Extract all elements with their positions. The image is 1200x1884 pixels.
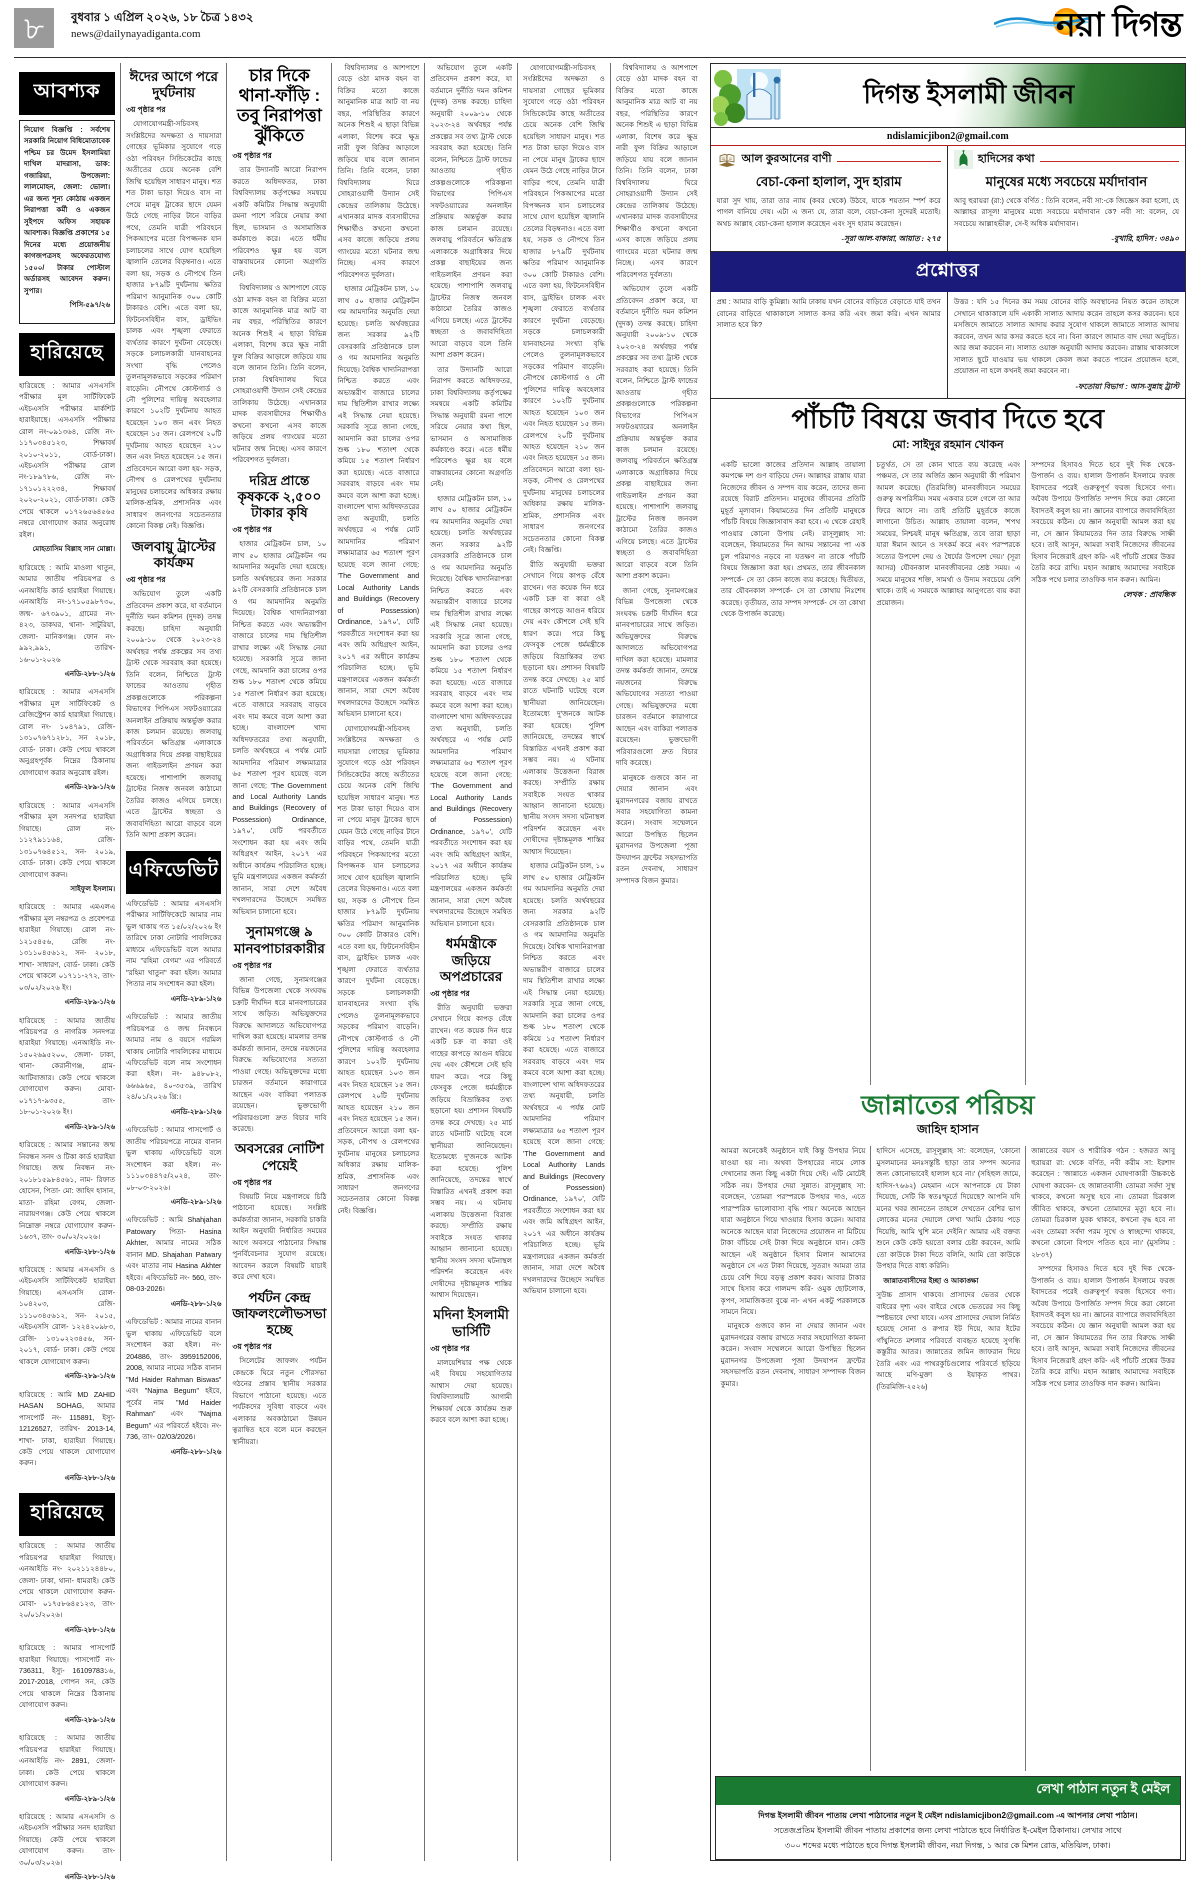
column-6 [517,63,610,1861]
qa-question-column [711,292,948,398]
headline-tourism[interactable]: পর্যটন কেন্দ্র জাফলংলৌভসভা হচ্ছে [232,1289,327,1338]
masthead [14,8,1186,54]
page-grid [14,63,1186,1882]
classified-entry [19,1390,115,1485]
page-number: ৮ [14,8,54,48]
classified-entry [19,687,115,793]
story-paragraph: রীতি অনুযায়ী ভক্তরা সেখানে গিয়ে কাপড় বেঁধে রাখেন। গত কয়েক দিন ধরে একটি চক্র বা কারা ওই গাছের কাপড়ে আগুন ধরিয়ে দেয় এবং কৌশলে সেই ছবি ধারণ করে। পরে কিছু ফেসবুক পেজে ধর্মমন্ত্রীকে জড়িয়ে বিভ্রান্তিকর তথ্য ছড়ানো হয়। প্রশাসন বিষয়টি তদন্ত করে দেখছে। ২৫ মার্চ রাতে ঘটনাটি ঘটেছে বলে স্থানীয়রা জানিয়েছেন। ইতোমধ্যে দু'জনকে আটক করা হয়েছে। পুলিশ জানিয়েছে, তদন্তের স্বার্থে বিস্তারিত এখনই প্রকাশ করা সম্ভব নয়। এ ঘটনায় এলাকায় উত্তেজনা বিরাজ করছে। সম্প্রীতি রক্ষায় সবাইকে সংযত থাকার আহ্বান জানানো হয়েছে। স্থানীয় সংসদ সদস্য ঘটনাস্থল পরিদর্শন করেছেন এবং দোষীদের দৃষ্টান্তমূলক শাস্তির আশ্বাস দিয়েছেন। [430,1003,513,1299]
newsroom-email: news@dailynayadiganta.com [71,27,201,40]
story-paragraph: বিষয়টি নিয়ে মন্ত্রণালয়ে চিঠি পাঠানো হয়েছে। সংশ্লিষ্ট কর্মকর্তারা জানান, সরকারি চাকরি আইন অনুযায়ী নির্ধারিত সময়ের আগে অবসরে পাঠানোর সিদ্ধান্ত পুনর্বিবেচনার সুযোগ রয়েছে। আবেদন করলে বিষয়টি যাচাই করে দেখা হবে। [232,1192,327,1282]
quran-book-icon [717,152,737,168]
hadith-section [948,146,1185,251]
headline-madina-varsity[interactable]: মদিনা ইসলামী ভার্সিটি [433,1307,509,1339]
section-header-required: আবশ্যক [19,72,115,115]
ad-reference: এনডি-২৮৯-১/২৬ [64,1123,116,1131]
quran-section [711,146,948,251]
classified-entry [19,902,115,1008]
required-ads-box [19,120,115,324]
jannat-column-1 [716,1146,871,1771]
jump-line: ৩য় পৃষ্ঠার পর [126,105,166,115]
ad-text: হারিয়েছে : আমার এসএসসি পরীক্ষার মূল সার্টিফিকেট ও রেজিস্ট্রেশন কার্ড হারাইয়া গিয়াছে। রোল নং- ১০৪৭৯১, রেজি- ১৩১০৭৬৭১২৮১, সন ২০১৮, বোর্ড- ঢাকা। কেউ পেয়ে থাকলে অনুগ্রহপূর্বক নিম্নের ঠিকানায় যোগাযোগ করার অনুরোধ রইল। [19,688,116,777]
jump-line: ৩য় পৃষ্ঠার পর [430,1343,470,1353]
jannat-paragraph: সম্পদের হিসাবও দিতে হবে দুই দিক থেকে- উপার্জন ও ব্যয়। হালাল উপার্জন ইসলামে ফরজ ইবাদতের পরেই গুরুত্বপূর্ণ ফরজ হিসেবে গণ্য। অবৈধ উপায়ে উপার্জিত সম্পদ দিয়ে করা কোনো ইবাদতই কবুল হয় না। জ্ঞানের ব্যাপারে জবাবদিহিতা সবচেয়ে কঠিন। যে জ্ঞান অনুযায়ী আমল করা হয় না, সে জ্ঞান কিয়ামতের দিন তার বিরুদ্ধে সাক্ষী হবে। তাই আসুন, আমরা সবাই নিজেদের জীবনের হিসাব নিজেরাই গ্রহণ করি- এই পাঁচটি প্রশ্নের উত্তর তৈরি করে রাখি। মহান আল্লাহ আমাদের সবাইকে সঠিক পথে চলার তাওফিক দান করুন। আমিন। [1031,1265,1176,1388]
islamic-banner [711,64,1185,128]
submission-footer [715,1776,1181,1860]
feature-paragraph: সম্পদের হিসাবও দিতে হবে দুই দিক থেকে- উপার্জন ও ব্যয়। হালাল উপার্জন ইসলামে ফরজ ইবাদতের পরেই গুরুত্বপূর্ণ ফরজ হিসেবে গণ্য। অবৈধ উপায়ে উপার্জিত সম্পদ দিয়ে করা কোনো ইবাদতই কবুল হয় না। জ্ঞানের ব্যাপারে জবাবদিহিতা সবচেয়ে কঠিন। যে জ্ঞান অনুযায়ী আমল করা হয় না, সে জ্ঞান কিয়ামতের দিন তার বিরুদ্ধে সাক্ষী হবে। তাই আসুন, আমরা সবাই নিজেদের জীবনের হিসাব নিজেরাই গ্রহণ করি- এই পাঁচটি প্রশ্নের উত্তর তৈরি করে রাখি। মহান আল্লাহ আমাদের সবাইকে সঠিক পথে চলার তাওফিক দান করুন। আমিন। [1031,460,1176,584]
mosque-dome-icon [954,150,973,169]
footer-header: লেখা পাঠান নতুন ই মেইল [716,1777,1180,1805]
jannat-subhead: জান্নাতবাসীদের ইচ্ছা ও আকাঙ্ক্ষা [883,1276,979,1285]
ad-text: এফিডেভিট : আমার নামের বানান ভুল থাকায় এফিডেভিট বলে সংশোধন করা হইল। নং- 204886, তাং- 3959152006, 2008, আমার নামের সঠিক বানান "Md Haider Rahman Biswas" এবং "Najma Begum" হইবে, পূর্বের নাম "Md Haider Rahman" এবং "Najma Begum" এর পরিবর্তে হইবে। নং- 736, তাং- 02/03/2026। [126,1318,222,1442]
feature-column-3 [1025,460,1180,1085]
ad-reference: এনডি-২৮৯-১/২৬ [64,1716,116,1724]
red-underline [837,161,941,162]
lost-ads-list-2 [19,1541,115,1883]
column-3 [226,63,331,1861]
qa-body [711,292,1185,399]
story-body-eid-accident [126,119,221,532]
jannat-headline[interactable]: জান্নাতের পরিচয় [861,1090,1035,1121]
story-body-madina-varsity [430,1358,512,1427]
hadith-paragraph: আবু হুরায়রা (রা:) থেকে বর্ণিত : তিনি বলেন, নবী সা:-কে জিজ্ঞেস করা হলো, হে আল্লাহর রাসূল! মানুষের মধ্যে সবচেয়ে মর্যাদাবান কে? নবী সা: বলেন, যে সবচেয়ে আল্লাহভীরু, সে-ই অধিক মর্যাদাবান। [953,197,1180,228]
jump-line: ৩য় পৃষ্ঠার পর [232,960,272,970]
story-paragraph: যোগাযোগমন্ত্রী-সচিবসহ সংশ্লিষ্টদের অদক্ষতা ও দায়সারা গোছের ভূমিকার সুযোগে গড়ে ওঠা পরিবহন সিন্ডিকেটের কাছে অতীতের চেয়ে অনেক বেশি জিম্মি হয়েছিল সাধারণ মানুষ। শত শত টাকা ভাড়া দিয়েও বাস না পেয়ে মানুষ ট্রাকের ছাদে যেমন উঠে গেছে নাড়ির টানে বাড়ির পথে, তেমনি যাত্রী পরিবহনে পিকআপের মতো বিপজ্জনক যান চলাচলের সাথে যোগ হয়েছিল জ্বালানি তেলের বিড়ম্বনাও। এতে বলা হয়, সড়ক ও নৌপথে তিন হাজার ৮৭৯টি দুর্ঘটনায় ক্ষতির পরিমাণ আনুমানিক ৩০০ কোটি টাকারও বেশি। এতে বলা হয়, ফিটনেসবিহীন বাস, ড্রাইভিং চালক এবং শৃঙ্খলা ফেরাতে ব্যর্থতার কারণে দুর্ঘটনা বেড়েছে। সড়কে চলাচলকারী যানবাহনের সংখ্যা বৃদ্ধি পেলেও তুলনামূলকভাবে সড়কের পরিমাণ বাড়েনি। নৌপথে কোস্টগার্ড ও নৌ পুলিশের দায়িত্ব অবহেলার কারণে ১০২টি দুর্ঘটনায় আহত হয়েছেন ১০৩ জন এবং নিহত হয়েছেন ১৫ জন। রেলপথে ২০টি দুর্ঘটনায় আহত হয়েছেন ২১০ জন এবং নিহত হয়েছেন ১৫ জন। প্রতিবেদনে আরো বলা হয়- সড়ক, নৌপথ ও রেলপথের দুর্ঘটনায় মানুষের চলাচলের অধিকার রক্ষায় মালিক-শ্রমিক, প্রশাসনিক এবং সাধারণ জনগণের সচেতনতার কোনো বিকল্প নেই। বিজ্ঞপ্তি। [523,64,605,555]
ad-reference: এনডি-২৮৯-১/২৬ [64,999,116,1007]
ad-reference: সাইফুল ইসলাম। [70,885,116,893]
ad-reference: এনডি-২৮৯-১/২৬ [64,1795,116,1803]
classified-entry [19,1812,115,1884]
story-paragraph: মালয়েশিয়ার পক্ষ থেকে এই বিষয়ে সহযোগিতার আশ্বাস দেয়া হয়েছে। বিশ্ববিদ্যালয়টি আগামী শিক্ষাবর্ষ থেকে কার্যক্রম শুরু করবে বলে আশা করা হচ্ছে। [430,1358,513,1425]
footer-line-3: ৩০০ শব্দের মধ্যে পাঠাতে হবে দিগন্ত ইসলামী জীবন, নয়া দিগন্ত, ১ আর কে মিশন রোড, মতিঝিল, ঢাকা। [785,1841,1111,1851]
jannat-column-3 [1025,1146,1180,1771]
islamic-panel-box [710,63,1186,1861]
qa-answer: উত্তর : যদি ১৫ দিনের কম সময় বোনের বাড়ি অবস্থানের নিয়ত করেন তাহলে সেখানে থাকাকালে যদি একাকী সালাত আদায় করেন তাহলে কসর করবেন। হবে মসজিদে জামাতে সালাত আদায় করার সুযোগ থাকলে জামাতে সালাত আদায় করবেন, তখন আর কসর করতে হবে না। বিনা কারণে জামাত বাদ দেয়া অনুচিত। আর জমা করবেন না। সালাত ওয়াক্ত অনুযায়ী আদায় করবেন। রাস্তায় থাকাকালে সালাত ছুটে যাওয়ার ভয় থাকলে কেবল জমা করতে পারেন প্রয়োজন হলে, প্রয়োজন না হলে কখনই জমা করবেন না। [953,298,1180,376]
story-body-poor-farmer [232,539,326,918]
ad-text: হারিয়েছে : আমার এসএসসি ও এইচএসসি পরীক্ষার সনদ হারাইয়া গিয়াছে। কেউ পেয়ে থাকলে যোগাযোগ করুন। তাং- ৩০/০৩/২০২৬। [19,1813,116,1867]
quran-verse-title: বেচা-কেনা হালাল, সুদ হারাম [755,174,902,189]
jannat-paragraph: আমরা অনেকেই অনুষ্ঠানে যাই কিন্তু উপহার নিয়ে যাওয়া হয় না। অথবা উপহারের নামে লোক দেখানোর জন্য কিছু একটা দিয়ে দেই। এটি মোটেই সঠিক নয়। উপহার দেয়া সুন্নাত। রাসূলুল্লাহ সা: বলেছেন, 'তোমরা পরস্পরকে উপহার দাও, এতে পারস্পরিক ভালোবাসা বৃদ্ধি পায়।' অনেকে আছেন যারা অনুষ্ঠানে গিয়ে খাওয়ার হিসাব করেন। আবার অনেকে আছেন যারা নিজেদের প্রয়োজন না মিটিয়ে টাকা বাঁচিয়ে সেই টাকা দিয়ে অনুষ্ঠানে যান। কেউ আছেন এই অনুষ্ঠানে হিসাব মিলান আমাদের অনুষ্ঠানে সে এত টাকা দিয়েছে, সুতরাং আমরা তার চেয়ে বেশি দিয়ে বড়ত্ব প্রকাশ করব। আবার টাকার সাথে হিসাব করে গালমন্দ করি- ওমুক ছোটলোক, কৃপণ, সামাজিকতা বুঝে না- এখন একটু পরকালকে সামনে নিয়ে। [720,1147,866,1316]
feature-paragraph: চতুর্থত, সে তা কোন খাতে ব্যয় করেছে এবং পঞ্চমত, সে তার অর্জিত জ্ঞান অনুযায়ী কী পরিমাণ আমল করেছে। (তিরমিজি) মানবজীবনে সময়ের গুরুত্ব অপরিসীম। সময় একবার চলে গেলে তা আর ফিরে আসে না। তাই প্রতিটি মুহূর্তকে কাজে লাগানো উচিত। আল্লাহ তায়ালা বলেন, 'শপথ সময়ের, নিশ্চয়ই মানুষ ক্ষতিগ্রস্ত, তবে তারা ছাড়া যারা ঈমান আনে ও সৎকর্ম করে এবং পরস্পরকে সত্যের উপদেশ দেয় ও ধৈর্যের উপদেশ দেয়।' (সূরা আসর) যৌবনকাল মানবজীবনের শ্রেষ্ঠ সময়। এ সময়ে মানুষের শক্তি, সামর্থ্য ও উদ্যম সবচেয়ে বেশি থাকে। তাই এ সময়কে আল্লাহর আনুগত্যে ব্যয় করা প্রয়োজন। [876,460,1021,607]
headline-climate-trust[interactable]: জলবায়ু ট্রাস্টের কার্যক্রম [131,538,216,570]
quran-verse-text [717,196,941,230]
jannat-byline: জাহিদ হাসান [916,1122,979,1137]
ad-reference: মোহতাসিম বিল্লাহ সান মোল্লা। [32,546,116,554]
classified-entry [19,1016,115,1134]
classified-entry [126,1125,221,1208]
quran-source: -সূরা আল-বাকারা, আয়াত : ২৭৫ [841,234,941,244]
ad-reference: পিসি-৫৯৭/২৬ [69,302,111,310]
story-paragraph: হাজার মেট্রিকটন চাল, ১০ লাখ ৫০ হাজার মেট্রিকটন গম আমদানির অনুমতি দেয়া হয়েছে। চলতি অর্থবছরের জন্য সরকার ৯২টি বেসরকারি প্রতিষ্ঠানকে চাল ও গম আমদানির অনুমতি দিয়েছে। বৈশ্বিক খাদ্যনিরাপত্তা নিশ্চিত করতে এবং অভ্যন্তরীণ বাজারে চালের দাম স্থিতিশীল রাখার লক্ষ্যে এই সিদ্ধান্ত নেয়া হয়েছে। সরকারি সূত্রে জানা গেছে, আমদানি করা চালের ওপর শুল্ক ১৮০ শতাংশ থেকে কমিয়ে ১৫ শতাংশ নির্ধারণ করা হয়েছে। এতে বাজারে সরবরাহ বাড়বে এবং দাম কমবে বলে আশা করা হচ্ছে। বাংলাদেশ খাদ্য অধিদফতরের তথ্য অনুযায়ী, চলতি অর্থবছরে এ পর্যন্ত মোট আমদানির পরিমাণ লক্ষ্যমাত্রার ৬৫ শতাংশ পূরণ হয়েছে বলে জানা গেছে: 'The Government and Local Authority Lands and Buildings (Recovery of Possession) Ordinance, ১৯৭০', যেটি পরবর্তীতে সংশোধন করা হয় এবং জমি অধিগ্রহণ আইন, ২০১৭ এর অধীনে কার্যক্রম পরিচালিত হচ্ছে। ভূমি মন্ত্রণালয়ের একজন কর্মকর্তা জানান, সারা দেশে অবৈধ দখলদারদের উচ্ছেদে সমন্বিত অভিযান চালানো হবে। [232,540,327,916]
mosque-icon [713,65,805,127]
story-continuation-mixed [430,63,512,930]
story-paragraph: জানা গেছে, সুনামগঞ্জের বিভিন্ন উপজেলা থেকে সংঘবদ্ধ চক্রটি দীর্ঘদিন ধরে মানবপাচারের সাথে জড়িত। অভিযুক্তদের বিরুদ্ধে আদালতে অভিযোগপত্র দাখিল করা হয়েছে। মামলার তদন্ত কর্মকর্তা জানান, তদন্তে নয়জনের বিরুদ্ধে অভিযোগের সত্যতা পাওয়া গেছে। অভিযুক্তদের মধ্যে চারজন বর্তমানে কারাগারে আছেন এবং বাকিরা পলাতক রয়েছেন। ভুক্তভোগী পরিবারগুলো দ্রুত বিচার দাবি করেছে। [615,586,698,768]
ad-text: হারিয়েছে : আমি MD ZAHID HASAN SOHAG, আমার পাসপোর্ট নং- 115891, ইস্যু- 12126527, তারিখ- 2013-14, শাখা- ঢাকা, হারাইয়া গিয়াছে। কেউ পেয়ে থাকলে যোগাযোগ করুন। [19,1390,116,1468]
masthead-date-block [71,8,253,43]
publication-date: বুধবার ১ এপ্রিল ২০২৬, ১৮ চৈত্র ১৪৩২ [71,12,254,24]
story-body-tourism [232,1356,326,1448]
column-4 [331,63,424,1861]
logo-text: নয়া দিগন্ত [1055,6,1182,43]
ad-text: হারিয়েছে : আমার জাতীয় পরিচয়পত্র হারাইয়া গিয়াছে। এনআইডি নং- ২০২১১২৪৪৮০, জেলা- ঢাকা, থানা- ধামরাই। কেউ পেয়ে থাকলে যোগাযোগ করুন- মোবা- ০১৭৫৮৬৪৫১২৩, তাং- ২০/০১/২০২৬। [19,1542,116,1620]
feature-byline: মো: সাইদুর রহমান খোকন [892,438,1004,451]
story-continuation-7 [616,63,698,887]
classified-entry [19,801,115,896]
feature-columns [711,460,1185,1085]
story-paragraph: বিশ্ববিদ্যালয় ও আশপাশে বেড়ে ওঠা মাদক বহন বা বিক্রির মতো কাজে আনুমানিক মাত্র আট বা নয় বছর, পরিস্থিতির কারণে অনেক শিশুই এ ছাড়া বিভিন্ন এলাকা, বিশেষ করে ক্ষুদ্র নারী ফুল বিক্রির আড়ালে জড়িয়ে যায় বলে জানান তিনি। তিনি বলেন, ঢাকা বিশ্ববিদ্যালয় ঘিরে সোহরাওয়ার্দী উদ্যান সেই কেন্দ্রের তালিকায় উঠেছে। এখানকার মাদক ব্যবসায়ীদের শিক্ষার্থীও কখনো কখনো এসব কাজে জড়িয়ে প্রলয় গ্যাংয়ের মতো ঘটনার জন্ম নিচ্ছে। এসব কারণে পরিবেশগত দুর্বলতা। [337,64,420,279]
verse-paragraph: যারা সুদ খায়, তারা তার ন্যায় (কবর থেকে) উঠবে, যাকে শয়তান স্পর্শ করে পাগল বানিয়ে দেয়। এটা এ জন্য যে, তারা বলে, বেচা-কেনা সুদেরই মতোই। অথচ আল্লাহ বেচা-কেনা হালাল করেছেন এবং সুদ হারাম করেছেন। [716,197,941,228]
headline-human-trafficking[interactable]: সুনামগঞ্জে ৯ মানবপাচারকারীর [234,924,325,956]
qa-question: প্রশ্ন : আমার বাড়ি কুমিল্লা। আমি ঢাকায় যখন বোনের বাড়িতে বেড়াতে যাই তখন বোনের বাড়িতে থাকাকালে সালাত কসর করি এবং জমা করি। এখন আমার সালাত হবে কি? [716,298,941,330]
story-paragraph: তার উদ্যানটি আরো নিরাপদ করতে অধিদফতর, ঢাকা বিশ্ববিদ্যালয় কর্তৃপক্ষের সমন্বয়ে একটি কমিটির সিদ্ধান্ত অনুযায়ী রমনা পাশে সরিয়ে নেয়ার কথা ছিল, ভাসমান ও অসামাজিক কর্মকাণ্ডে করে। এতে ধর্মীয় পরিবেশও ক্ষুণ্ণ হয় বলে বাস্তবায়নের কোনো অগ্রগতি নেই। [232,166,327,278]
section-header-lost-2: হারিয়েছে [19,1493,115,1536]
ad-reference: এনডি-২৮৮-১/২৬ [170,1448,222,1456]
ad-text: এফিডেভিট : আমার জাতীয় পরিচয়পত্র ও জন্ম নিবন্ধনে আমার নাম ও বয়সে গরমিল থাকায় নোটারি পাবলিকের মাধ্যমে এফিডেভিট বলে নাম সংশোধন করা হইল। নং- ৯৪৮০৮২, ৬৬৬৯৬৫, ৪০-৩৫৩৯, তারিখ ২৪/০১/২০২৬ খ্রি:। [126,1013,222,1102]
jannat-paragraph: সুউচ্চ প্রাসাদ থাকবে। প্রাসাদের ভেতর থেকে বাইরের দৃশ্য এবং বাইরে থেকে ভেতরের সব কিছু স্পষ্টভাবে দেখা যাবে। এসব প্রাসাদের দেয়াল নির্মিত হয়েছে সোনা ও রুপার ইট দিয়ে, আর ইটের গাঁথুনিতে মশলার পরিবর্তে ব্যবহৃত হয়েছে সুগন্ধি কস্তুরীর আতর। জান্নাতের জমিন জাফরান দিয়ে তৈরি এবং এর পাথরকুচিগুলোর পরিবর্তে ছড়িয়ে আছে মণি-মুক্তা ও ইয়াকৃত পাথর। (তিরমিজি-২৫২৬) [876,1291,1021,1391]
ad-text: হারিয়েছে : আমার জাতীয় পরিচয়পত্র ও নাগরিক সনদপত্র হারাইয়া গিয়াছে। এনআইডি নং- ১৫০২৬৯৫২০০, জেলা- ঢাকা, থানা- কেরানীগঞ্জ, গ্রাম- আটিবাজার। কেউ পেয়ে থাকলে যোগাযোগ করুন। মোবা- ০১৭১৭-৯৩৫৫, তাং- ১৮-০১-২০২৬ ইং। [19,1016,116,1117]
ad-reference: এনডি-২৮৮-১/২৬ [64,1474,116,1482]
story-continuation-thana [337,63,419,1217]
story-paragraph: রীতি অনুযায়ী ভক্তরা সেখানে গিয়ে কাপড় বেঁধে রাখেন। গত কয়েক দিন ধরে একটি চক্র বা কারা ওই গাছের কাপড়ে আগুন ধরিয়ে দেয় এবং কৌশলে সেই ছবি ধারণ করে। পরে কিছু ফেসবুক পেজে ধর্মমন্ত্রীকে জড়িয়ে বিভ্রান্তিকর তথ্য ছড়ানো হয়। প্রশাসন বিষয়টি তদন্ত করে দেখছে। ২৫ মার্চ রাতে ঘটনাটি ঘটেছে বলে স্থানীয়রা জানিয়েছেন। ইতোমধ্যে দু'জনকে আটক করা হয়েছে। পুলিশ জানিয়েছে, তদন্তের স্বার্থে বিস্তারিত এখনই প্রকাশ করা সম্ভব নয়। এ ঘটনায় এলাকায় উত্তেজনা বিরাজ করছে। সম্প্রীতি রক্ষায় সবাইকে সংযত থাকার আহ্বান জানানো হয়েছে। স্থানীয় সংসদ সদস্য ঘটনাস্থল পরিদর্শন করেছেন এবং দোষীদের দৃষ্টান্তমূলক শাস্তির আশ্বাস দিয়েছেন। [523,560,605,856]
ad-text: নিয়োগ বিজ্ঞপ্তি : সর্বশেষ সরকারি নিয়োগ বিধিমোতাবেক পশ্চিম চর উমেদ ইসলামিয়া দাখিল মাদরাসা, ডাক: গজারিয়া, উপজেলা: লালমোহন, জেলা: ভোলা। এর জন্য শূন্য কোঠায় একজন নিরাপত্তা কর্মী ও একজন সুইপদে অফিস সহায়ক আবশ্যক। বিজ্ঞপ্তি প্রকাশের ১৫ দিনের মধ্যে প্রয়োজনীয় কাগজপত্রসহ অফেরতযোগ্য ১৫০০/ টাকার পোস্টাল অর্ডারসহ আবেদন করুন। সুপার। [24,126,111,295]
story-paragraph: বিশ্ববিদ্যালয় ও আশপাশে বেড়ে ওঠা মাদক বহন বা বিক্রির মতো কাজে আনুমানিক মাত্র আট বা নয় বছর, পরিস্থিতির কারণে অনেক শিশুই এ ছাড়া বিভিন্ন এলাকা, বিশেষ করে ক্ষুদ্র নারী ফুল বিক্রির আড়ালে জড়িয়ে যায় বলে জানান তিনি। তিনি বলেন, ঢাকা বিশ্ববিদ্যালয় ঘিরে সোহরাওয়ার্দী উদ্যান সেই কেন্দ্রের তালিকায় উঠেছে। এখানকার মাদক ব্যবসায়ীদের শিক্ষার্থীও কখনো কখনো এসব কাজে জড়িয়ে প্রলয় গ্যাংয়ের মতো ঘটনার জন্ম নিচ্ছে। এসব কারণে পরিবেশগত দুর্বলতা। [615,64,698,279]
story-paragraph: হাজার মেট্রিকটন চাল, ১০ লাখ ৫০ হাজার মেট্রিকটন গম আমদানির অনুমতি দেয়া হয়েছে। চলতি অর্থবছরের জন্য সরকার ৯২টি বেসরকারি প্রতিষ্ঠানকে চাল ও গম আমদানির অনুমতি দিয়েছে। বৈশ্বিক খাদ্যনিরাপত্তা নিশ্চিত করতে এবং অভ্যন্তরীণ বাজারে চালের দাম স্থিতিশীল রাখার লক্ষ্যে এই সিদ্ধান্ত নেয়া হয়েছে। সরকারি সূত্রে জানা গেছে, আমদানি করা চালের ওপর শুল্ক ১৮০ শতাংশ থেকে কমিয়ে ১৫ শতাংশ নির্ধারণ করা হয়েছে। এতে বাজারে সরবরাহ বাড়বে এবং দাম কমবে বলে আশা করা হচ্ছে। বাংলাদেশ খাদ্য অধিদফতরের তথ্য অনুযায়ী, চলতি অর্থবছরে এ পর্যন্ত মোট আমদানির পরিমাণ লক্ষ্যমাত্রার ৬৫ শতাংশ পূরণ হয়েছে বলে জানা গেছে: 'The Government and Local Authority Lands and Buildings (Recovery of Possession) Ordinance, ১৯৭০', যেটি পরবর্তীতে সংশোধন করা হয় এবং জমি অধিগ্রহণ আইন, ২০১৭ এর অধীনে কার্যক্রম পরিচালিত হচ্ছে। ভূমি মন্ত্রণালয়ের একজন কর্মকর্তা জানান, সারা দেশে অবৈধ দখলদারদের উচ্ছেদে সমন্বিত অভিযান চালানো হবে। [430,494,513,928]
jannat-paragraph: হাদিসে এসেছে, রাসূলুল্লাহ সা: বলেছেন, 'কোনো মুসলমানের মনঃসন্তুষ্টি ছাড়া তার সম্পদ অন্যের জন্য কোনোভাবেই হালাল হবে না।' (সহিহুল জামে, হাদিস-৭৬৬২) মেহমান এসে আপনাকে যে টাকা দিয়েছে, সেটি কি স্বতঃস্ফূর্তে দিয়েছে? আপনি যদি মনের খবর জানতেন তাহলে দেখতেন বেশির ভাগ লোকের মনের দেয়ালে লেখা 'আমি ঠেকায় পড়ে দিয়েছি, আমি খুশি মনে দেইনি।' আমার এই বক্তব্য শুনে কেউ কেউ হয়তো বলার চেষ্টা করবেন, আমি তো কাউকে টাকা দিতে বলিনি, আমি তো কাউকে উপহার দিতে বাধ্য করিনি। [876,1147,1021,1271]
headline-thana-fari[interactable]: চার দিকে থানা-ফাঁড়ি : তবু নিরাপত্তা ঝুঁকিতে [236,66,322,146]
story-continuation-6 [523,63,605,1298]
classified-entry [19,1733,115,1805]
section-header-affidavit: এফিডেভিট [126,851,221,894]
column-5 [424,63,517,1861]
column-2 [120,63,226,1861]
story-paragraph: অভিযোগ তুলে একটি প্রতিবেদন প্রকাশ করে, যা বর্তমানে দুর্নীতি দমন কমিশন (দুদক) তদন্ত করছে। চাহিদা অনুযায়ী ২০০৯-১০ থেকে ২০২৩-২৪ অর্থবছর পর্যন্ত প্রকল্পের সব তথ্য ট্রাস্ট থেকে সরবরাহ করা হয়েছে। তিনি বলেন, নিশ্চিতে ট্রাস্ট ফান্ডের আওতায় গৃহীত প্রকল্পগুলোকে পরিকল্পনা বিভাগের পিপিএস সফটওয়্যারের অনলাইন প্রক্রিয়ায় অন্তর্ভুক্ত করার কাজ চলমান রয়েছে। জলবায়ু পরিবর্তনে ক্ষতিগ্রস্ত এলাকাকে অগ্রাধিকার দিয়ে প্রকল্প বাছাইয়ের জন্য গাইডলাইন প্রণয়ন করা হয়েছে। পাশাপাশি জলবায়ু ট্রাস্টের নিজস্ব জনবল কাঠামো তৈরির কাজও এগিয়ে চলছে। এতে ট্রাস্টের স্বচ্ছতা ও জবাবদিহিতা আরো বাড়বে বলে তিনি আশা প্রকাশ করেন। [126,590,222,840]
story-body-climate-trust [126,589,221,842]
ad-reference: এনডি-২৮৯-১/২৬ [64,1373,116,1381]
hadith-section-header [954,150,1179,169]
jannat-paragraph: মানুষকে গুজবে কান না দেয়ার জানান এবং মুরাদনগরের বজায় রাখতে সবার সহযোগিতা কামনা করেন। সংবাদ সম্মেলনে আরো উপস্থিত ছিলেন মুরাদনগর উপজেলা পূজা উদযাপন ফ্রন্টের সহসভাপতি রতন দেবনাথ, সাধারণ সম্পাদক বিজন কুমার। [720,1322,866,1388]
ad-text: হারিয়েছে : আমার এসএসসি পরীক্ষার মূল সনদপত্র হারাইয়া গিয়াছে। রোল নং- ১১২৭৯১১৬৪, রেজি- ১৩১০৭৬৪৫১২, সন- ২০১৯, বোর্ড- ঢাকা। কেউ পেয়ে থাকলে যোগাযোগ করুন। [19,801,116,879]
ad-text: হারিয়েছে : আমার এসএসসি ও এইচএসসি সার্টিফিকেট হারাইয়া গিয়াছে। এসএসসি রোল- ১০৪২০৩, রেজি- ১১১০৩৪৫৬১২, সন- ২০১৫, এইচএসসি রোল- ১২২৪২০৯৮৩, রেজি- ১৩১০২২৩৪৫৬, সন- ২০১৭, বোর্ড- ঢাকা। কেউ পেয়ে থাকলে যোগাযোগ করুন। [19,1265,116,1366]
ad-reference: এনডি-২৮৮-১/২৬ [64,1626,116,1634]
story-paragraph: বিশ্ববিদ্যালয় ও আশপাশে বেড়ে ওঠা মাদক বহন বা বিক্রির মতো কাজে আনুমানিক মাত্র আট বা নয় বছর, পরিস্থিতির কারণে অনেক শিশুই এ ছাড়া বিভিন্ন এলাকা, বিশেষ করে ক্ষুদ্র নারী ফুল বিক্রির আড়ালে জড়িয়ে যায় বলে জানান তিনি। তিনি বলেন, ঢাকা বিশ্ববিদ্যালয় ঘিরে সোহরাওয়ার্দী উদ্যান সেই কেন্দ্রের তালিকায় উঠেছে। এখানকার মাদক ব্যবসায়ীদের শিক্ষার্থীও কখনো কখনো এসব কাজে জড়িয়ে প্রলয় গ্যাংয়ের মতো ঘটনার জন্ম নিচ্ছে। এসব কারণে পরিবেশগত দুর্বলতা। [232,284,327,465]
classified-entry [19,381,115,556]
ad-text: হারিয়েছে : আমার পাসপোর্ট হারাইয়া গিয়াছে। পাসপোর্ট নং- 736311, ইস্যু- 16109783১৬, 2017-2018, গোপন সন, কেউ পেয়ে থাকলে নিম্নের ঠিকানায় যোগাযোগ করুন। [19,1644,116,1710]
jump-line: ৩য় পৃষ্ঠার পর [126,575,166,585]
quran-section-header [717,150,941,169]
ad-reference: এনডি-২৮৮-১/২৬ [64,671,116,679]
ad-reference: এনডি-২৮৯-১/২৬ [170,1108,222,1116]
column-1 [14,63,120,1882]
qa-answer-column [948,292,1185,398]
ad-reference: এনডি-২৮৯-১/২৬ [170,995,222,1003]
ad-reference: এনডি-২৮৮-১/২৬ [170,1300,222,1308]
classified-entry [19,563,115,681]
story-paragraph: তার উদ্যানটি আরো নিরাপদ করতে অধিদফতর, ঢাকা বিশ্ববিদ্যালয় কর্তৃপক্ষের সমন্বয়ে একটি কমিটির সিদ্ধান্ত অনুযায়ী রমনা পাশে সরিয়ে নেয়ার কথা ছিল, ভাসমান ও অসামাজিক কর্মকাণ্ডে করে। এতে ধর্মীয় পরিবেশও ক্ষুণ্ণ হয় বলে বাস্তবায়নের কোনো অগ্রগতি নেই। [430,365,513,489]
ad-text: হারিয়েছে : আমার এমএলএ পরীক্ষার মূল নম্বরপত্র ও প্রবেশপত্র হারাইয়া গিয়াছে। রোল নং- ১২১৫৪৫৬, রেজি নং- ১৩১১০৪৫৬১২, সন- ২০১৮, শাখা- সাধারণ, বোর্ড- ঢাকা। কেউ পেয়ে থাকলে ০১৭১১-২৭২, তাং- ০৩/০২/২০২৬ ইং। [19,903,116,992]
classified-entry [126,1317,221,1458]
qa-source: -ফতোয়া বিভাগ : আস-সুন্নাহ ট্রাস্ট [1075,381,1180,391]
ad-reference: এনডি-২৮৮-১/২৬ [64,1874,116,1882]
feature-headline[interactable]: পাঁচটি বিষয়ে জবাব দিতে হবে [791,404,1105,435]
ad-reference: এনডি-২৮৮-১/২৬ [64,1248,116,1256]
jump-line: ৩য় পৃষ্ঠার পর [232,151,272,161]
footer-line-2: সতেজপ্রতিম ইসলামী জীবন পাতায় প্রকাশের জন্য লেখা পাঠাতে হবে নির্ধারিত ই-মেইল ঠিকানায়। লেখার সাথে [774,1826,1122,1836]
ad-text: হারিয়েছে : আমার জাতীয় পরিচয়পত্র হারাইয়া গিয়াছে। এনআইডি নং- 2891, জেলা- ঢাকা। কেউ পেয়ে থাকলে যোগাযোগ করুন। [19,1734,116,1789]
classified-entry [19,1140,115,1258]
headline-religion-minister[interactable]: ধর্মমন্ত্রীকে জড়িয়ে অপপ্রচারের [439,936,503,984]
story-body-human-trafficking [232,975,326,1136]
masthead-divider [14,57,1186,58]
jump-line: ৩য় পৃষ্ঠার পর [430,988,470,998]
column-7 [610,63,703,1861]
story-paragraph: হাজার মেট্রিকটন চাল, ১০ লাখ ৫০ হাজার মেট্রিকটন গম আমদানির অনুমতি দেয়া হয়েছে। চলতি অর্থবছরের জন্য সরকার ৯২টি বেসরকারি প্রতিষ্ঠানকে চাল ও গম আমদানির অনুমতি দিয়েছে। বৈশ্বিক খাদ্যনিরাপত্তা নিশ্চিত করতে এবং অভ্যন্তরীণ বাজারে চালের দাম স্থিতিশীল রাখার লক্ষ্যে এই সিদ্ধান্ত নেয়া হয়েছে। সরকারি সূত্রে জানা গেছে, আমদানি করা চালের ওপর শুল্ক ১৮০ শতাংশ থেকে কমিয়ে ১৫ শতাংশ নির্ধারণ করা হয়েছে। এতে বাজারে সরবরাহ বাড়বে এবং দাম কমবে বলে আশা করা হচ্ছে। বাংলাদেশ খাদ্য অধিদফতরের তথ্য অনুযায়ী, চলতি অর্থবছরে এ পর্যন্ত মোট আমদানির পরিমাণ লক্ষ্যমাত্রার ৬৫ শতাংশ পূরণ হয়েছে বলে জানা গেছে: 'The Government and Local Authority Lands and Buildings (Recovery of Possession) Ordinance, ১৯৭০', যেটি পরবর্তীতে সংশোধন করা হয় এবং জমি অধিগ্রহণ আইন, ২০১৭ এর অধীনে কার্যক্রম পরিচালিত হচ্ছে। ভূমি মন্ত্রণালয়ের একজন কর্মকর্তা জানান, সারা দেশে অবৈধ দখলদারদের উচ্ছেদে সমন্বিত অভিযান চালানো হবে। [523,862,605,1296]
quran-hadith-row [711,146,1185,252]
story-paragraph: যোগাযোগমন্ত্রী-সচিবসহ সংশ্লিষ্টদের অদক্ষতা ও দায়সারা গোছের ভূমিকার সুযোগে গড়ে ওঠা পরিবহন সিন্ডিকেটের কাছে অতীতের চেয়ে অনেক বেশি জিম্মি হয়েছিল সাধারণ মানুষ। শত শত টাকা ভাড়া দিয়েও বাস না পেয়ে মানুষ ট্রাকের ছাদে যেমন উঠে গেছে নাড়ির টানে বাড়ির পথে, তেমনি যাত্রী পরিবহনে পিকআপের মতো বিপজ্জনক যান চলাচলের সাথে যোগ হয়েছিল জ্বালানি তেলের বিড়ম্বনাও। এতে বলা হয়, সড়ক ও নৌপথে তিন হাজার ৮৭৯টি দুর্ঘটনায় ক্ষতির পরিমাণ আনুমানিক ৩০০ কোটি টাকারও বেশি। এতে বলা হয়, ফিটনেসবিহীন বাস, ড্রাইভিং চালক এবং শৃঙ্খলা ফেরাতে ব্যর্থতার কারণে দুর্ঘটনা বেড়েছে। সড়কে চলাচলকারী যানবাহনের সংখ্যা বৃদ্ধি পেলেও তুলনামূলকভাবে সড়কের পরিমাণ বাড়েনি। নৌপথে কোস্টগার্ড ও নৌ পুলিশের দায়িত্ব অবহেলার কারণে ১০২টি দুর্ঘটনায় আহত হয়েছেন ১০৩ জন এবং নিহত হয়েছেন ১৫ জন। রেলপথে ২০টি দুর্ঘটনায় আহত হয়েছেন ২১০ জন এবং নিহত হয়েছেন ১৫ জন। প্রতিবেদনে আরো বলা হয়- সড়ক, নৌপথ ও রেলপথের দুর্ঘটনায় মানুষের চলাচলের অধিকার রক্ষায় মালিক-শ্রমিক, প্রশাসনিক এবং সাধারণ জনগণের সচেতনতার কোনো বিকল্প নেই। বিজ্ঞপ্তি। [126,120,222,531]
ad-text: হারিয়েছে : আমি মাওলা খাতুন, আমার জাতীয় পরিচয়পত্র ও এনআইডি কার্ড হারাইয়া গিয়াছে। এনআইডি নং-১৭১০৫৯৮৭৩০, জন্ম- ৬৭৩৯০১, গ্রামের নং- ৪২৩, ডাকঘর, থানা- সাটুরিয়া, জেলা- মানিকগঞ্জ। ফোন নং- ৯৯২,৯৯১, তারিখ- ১৬-০১-২০২৬ [19,563,116,664]
story-body-thana-fari [232,165,326,467]
story-paragraph: অভিযোগ তুলে একটি প্রতিবেদন প্রকাশ করে, যা বর্তমানে দুর্নীতি দমন কমিশন (দুদক) তদন্ত করছে। চাহিদা অনুযায়ী ২০০৯-১০ থেকে ২০২৩-২৪ অর্থবছর পর্যন্ত প্রকল্পের সব তথ্য ট্রাস্ট থেকে সরবরাহ করা হয়েছে। তিনি বলেন, নিশ্চিতে ট্রাস্ট ফান্ডের আওতায় গৃহীত প্রকল্পগুলোকে পরিকল্পনা বিভাগের পিপিএস সফটওয়্যারের অনলাইন প্রক্রিয়ায় অন্তর্ভুক্ত করার কাজ চলমান রয়েছে। জলবায়ু পরিবর্তনে ক্ষতিগ্রস্ত এলাকাকে অগ্রাধিকার দিয়ে প্রকল্প বাছাইয়ের জন্য গাইডলাইন প্রণয়ন করা হয়েছে। পাশাপাশি জলবায়ু ট্রাস্টের নিজস্ব জনবল কাঠামো তৈরির কাজও এগিয়ে চলছে। এতে ট্রাস্টের স্বচ্ছতা ও জবাবদিহিতা আরো বাড়বে বলে তিনি আশা প্রকাশ করেন। [615,285,698,581]
story-paragraph: সিলেটের জাফলং পর্যটন কেন্দ্রকে ঘিরে নতুন পৌরসভা গঠনের প্রস্তাব স্থানীয় সরকার বিভাগে পাঠানো হয়েছে। এতে পর্যটকদের সুবিধা বাড়বে এবং এলাকার অবকাঠামো উন্নয়ন ত্বরান্বিত হবে বলে মনে করছেন স্থানীয়রা। [232,1357,327,1446]
footer-line-1: দিগন্ত ইসলামী জীবন পাতায় লেখা পাঠানোর নতুন ই মেইল ndislamicjibon2@gmail.com -এ আপনার লেখা পাঠান। [758,1811,1138,1821]
classified-entry [19,1265,115,1383]
feature-column-2 [870,460,1025,1085]
hadith-source: -বুখারি, হাদিস : ৩৪৯০ [1111,234,1180,244]
story-paragraph: যোগাযোগমন্ত্রী-সচিবসহ সংশ্লিষ্টদের অদক্ষতা ও দায়সারা গোছের ভূমিকার সুযোগে গড়ে ওঠা পরিবহন সিন্ডিকেটের কাছে অতীতের চেয়ে অনেক বেশি জিম্মি হয়েছিল সাধারণ মানুষ। শত শত টাকা ভাড়া দিয়েও বাস না পেয়ে মানুষ ট্রাকের ছাদে যেমন উঠে গেছে নাড়ির টানে বাড়ির পথে, তেমনি যাত্রী পরিবহনে পিকআপের মতো বিপজ্জনক যান চলাচলের সাথে যোগ হয়েছিল জ্বালানি তেলের বিড়ম্বনাও। এতে বলা হয়, সড়ক ও নৌপথে তিন হাজার ৮৭৯টি দুর্ঘটনায় ক্ষতির পরিমাণ আনুমানিক ৩০০ কোটি টাকারও বেশি। এতে বলা হয়, ফিটনেসবিহীন বাস, ড্রাইভিং চালক এবং শৃঙ্খলা ফেরাতে ব্যর্থতার কারণে দুর্ঘটনা বেড়েছে। সড়কে চলাচলকারী যানবাহনের সংখ্যা বৃদ্ধি পেলেও তুলনামূলকভাবে সড়কের পরিমাণ বাড়েনি। নৌপথে কোস্টগার্ড ও নৌ পুলিশের দায়িত্ব অবহেলার কারণে ১০২টি দুর্ঘটনায় আহত হয়েছেন ১০৩ জন এবং নিহত হয়েছেন ১৫ জন। রেলপথে ২০টি দুর্ঘটনায় আহত হয়েছেন ২১০ জন এবং নিহত হয়েছেন ১৫ জন। প্রতিবেদনে আরো বলা হয়- সড়ক, নৌপথ ও রেলপথের দুর্ঘটনায় মানুষের চলাচলের অধিকার রক্ষায় মালিক-শ্রমিক, প্রশাসনিক এবং সাধারণ জনগণের সচেতনতার কোনো বিকল্প নেই। বিজ্ঞপ্তি। [337,724,420,1215]
islamic-panel-title: দিগন্ত ইসলামী জীবন [863,78,1075,109]
ad-text: এফিডেভিট : আমার পাসপোর্ট ও জাতীয় পরিচয়পত্রে নামের বানান ভুল থাকায় এফিডেভিট বলে সংশোধন করা হইল। নং- ১১১০৩৪৪৭৫/২০২৪, তাং- ০৮-০৩-২০২৬। [126,1126,222,1192]
classified-entry [126,899,221,1005]
headline-eid-accident[interactable]: ঈদের আগে পরে দুর্ঘটনায় [129,69,218,101]
hadith-text [954,196,1179,230]
classified-entry [19,1643,115,1726]
feature-paragraph: একটি ভালো কাজের প্রতিদান আল্লাহ তায়ালা কমপক্ষে দশ গুণ বাড়িয়ে দেন। আল্লাহর রাস্তায় যারা নিজেদের জীবন ও সম্পদ ব্যয় করেন, তাদের জন্য রয়েছে বিরাট প্রতিদান। মানুষের জীবনের প্রতিটি মুহূর্ত মূল্যবান। কিয়ামতের দিন প্রতিটি মানুষকে পাঁচটি বিষয়ে জিজ্ঞাসাবাদ করা হবে। এ থেকে রেহাই পাওয়ার কোনো উপায় নেই। রাসূলুল্লাহ সা: বলেছেন, কিয়ামতের দিন আদম সন্তানের পা এক চুল পরিমাণও নড়বে না যতক্ষণ না তাকে পাঁচটি বিষয়ে জিজ্ঞাসা করা হয়। প্রথমত, তার জীবনকাল সম্পর্কে- সে তা কোন কাজে ব্যয় করেছে। দ্বিতীয়ত, তার যৌবনকাল সম্পর্কে- সে তা কোথায় নিঃশেষ করেছে। তৃতীয়ত, তার সম্পদ সম্পর্কে- সে তা কোথা থেকে উপার্জন করেছে। [720,460,866,619]
islamic-life-panel [703,63,1186,1861]
feature-author-note: লেখক : প্রাবন্ধিক [1123,590,1176,600]
affidavit-ads-list [126,899,221,1458]
newspaper-logo[interactable] [1056,8,1186,41]
section-header-lost-1: হারিয়েছে [19,333,115,376]
story-paragraph: মানুষকে গুজবে কান না দেয়ার জানান এবং মুরাদনগরের বজায় রাখতে সবার সহযোগিতা কামনা করেন। সংবাদ সম্মেলনে আরো উপস্থিত ছিলেন মুরাদনগর উপজেলা পূজা উদযাপন ফ্রন্টের সহসভাপতি রতন দেবনাথ, সাধারণ সম্পাদক বিজন কুমার। [615,773,698,885]
jannat-columns [711,1146,1185,1771]
lost-ads-list-1 [19,381,115,1485]
jump-line: ৩য় পৃষ্ঠার পর [232,1177,272,1187]
story-paragraph: অভিযোগ তুলে একটি প্রতিবেদন প্রকাশ করে, যা বর্তমানে দুর্নীতি দমন কমিশন (দুদক) তদন্ত করছে। চাহিদা অনুযায়ী ২০০৯-১০ থেকে ২০২৩-২৪ অর্থবছর পর্যন্ত প্রকল্পের সব তথ্য ট্রাস্ট থেকে সরবরাহ করা হয়েছে। তিনি বলেন, নিশ্চিতে ট্রাস্ট ফান্ডের আওতায় গৃহীত প্রকল্পগুলোকে পরিকল্পনা বিভাগের পিপিএস সফটওয়্যারের অনলাইন প্রক্রিয়ায় অন্তর্ভুক্ত করার কাজ চলমান রয়েছে। জলবায়ু পরিবর্তনে ক্ষতিগ্রস্ত এলাকাকে অগ্রাধিকার দিয়ে প্রকল্প বাছাইয়ের জন্য গাইডলাইন প্রণয়ন করা হয়েছে। পাশাপাশি জলবায়ু ট্রাস্টের নিজস্ব জনবল কাঠামো তৈরির কাজও এগিয়ে চলছে। এতে ট্রাস্টের স্বচ্ছতা ও জবাবদিহিতা আরো বাড়বে বলে তিনি আশা প্রকাশ করেন। [430,64,513,360]
feature-column-1 [716,460,871,1085]
quran-label: আল কুরআনের বাণী [741,153,832,165]
islamic-panel-email: ndislamicjibon2@gmail.com [711,128,1185,146]
jump-line: ৩য় পৃষ্ঠার পর [232,525,272,535]
ad-text: হারিয়েছে : আমার এসএসসি পরীক্ষার মূল সার্টিফিকেট এইচএসসি পরীক্ষার মার্কশিট হারাইয়াছে। এসএসসি পরীক্ষার রোল নং-০৯১৩৬৪, রেজি নং- ১১৭০৩৪৫১২৩, শিক্ষাবর্ষ ২০১০-২০১১, বোর্ড-ঢাকা। এইচএসসি পরীক্ষার রোল নং-১৮৯৭৮৬, রেজি নং- ১৭১০১২২২৩৪, শিক্ষাবর্ষ ২০২০-২০২১, বোর্ড-ঢাকা। কেউ পেয়ে থাকলে ০১৭২৬৫৬৪৫৬৫ নম্বরে যোগাযোগ করার অনুরোধ রইল। [19,381,116,539]
red-underline [1040,161,1180,162]
headline-retirement[interactable]: অবসরের নোটিশ পেয়েই [235,1141,324,1173]
ad-reference: এনডি-২৮৯-১/২৬ [170,1199,222,1207]
jannat-paragraph: জান্নাতের বয়স ও শারীরিক গঠন : হজরত আবু হুরায়রা রা: থেকে বর্ণিত, নবী করীম সা: ইরশাদ করেছেন : 'জান্নাতে একজন ঘোষণাকারী উচ্চকণ্ঠে ঘোষণা করবেন- হে জান্নাতবাসী! তোমরা সর্বদা সুস্থ থাকবে, কখনো অসুস্থ হবে না। তোমরা চিরকাল জীবিত থাকবে, কখনো তোমাদের মৃত্যু হবে না। তোমরা চিরকাল যুবক থাকবে, কখনো বৃদ্ধ হবে না এবং তোমরা সর্বদা পরম সুখে ও স্বাচ্ছন্দ্যে থাকবে, কখনো কোনো বিপদে পতিত হবে না।' (মুসলিম : ২৮৩৭) [1031,1147,1176,1259]
ad-text: হারিয়েছে : আমার সন্তানের জন্ম নিবন্ধন সনদ ও টিকা কার্ড হারাইয়া গিয়াছে। জন্ম নিবন্ধন নং- ২০১৮১৫৯৮৪৫৬১, নাম- রিফাত হোসেন, পিতা- মো: জাহিদ হাসান, মাতা- রহিমা বেগম, জেলা- নারায়ণগঞ্জ। কেউ পেয়ে থাকলে নিম্নোক্ত নম্বরে যোগাযোগ করুন- ১৬৩৭, তাং- ৩০/০২/২০২৬। [19,1141,116,1242]
jannat-column-2 [870,1146,1025,1771]
story-paragraph: জানা গেছে, সুনামগঞ্জের বিভিন্ন উপজেলা থেকে সংঘবদ্ধ চক্রটি দীর্ঘদিন ধরে মানবপাচারের সাথে জড়িত। অভিযুক্তদের বিরুদ্ধে আদালতে অভিযোগপত্র দাখিল করা হয়েছে। মামলার তদন্ত কর্মকর্তা জানান, তদন্তে নয়জনের বিরুদ্ধে অভিযোগের সত্যতা পাওয়া গেছে। অভিযুক্তদের মধ্যে চারজন বর্তমানে কারাগারে আছেন এবং বাকিরা পলাতক রয়েছেন। ভুক্তভোগী পরিবারগুলো দ্রুত বিচার দাবি করেছে। [232,975,327,1133]
classified-entry [126,1215,221,1310]
ad-text: এফিডেভিট : আমি Shahjahan Patowary পিতা- Hasina Akhter, আমার নামের সঠিক বানান MD. Shajahan Patwary এবং মাতার নাম Hasina Akhter হইবে। এফিডেভিট নং- 560, তাং- 08-03-2026। [126,1216,222,1294]
classified-entry [19,1541,115,1636]
classified-entry [24,125,110,312]
footer-body [716,1805,1180,1859]
ad-reference: এনডি-২৮৯-১/২৬ [64,784,116,792]
classified-entry [126,1012,221,1118]
hadith-title: মানুষের মধ্যে সবচেয়ে মর্যাদাবান [985,174,1148,189]
jump-line: ৩য় পৃষ্ঠার পর [232,1342,272,1352]
ad-text: এফিডেভিট : আমার এসএসসি পরীক্ষার সার্টিফিকেটে আমার নাম ভুল থাকায় গত ১৫/০২/২০২৬ ইং তারিখে ঢাকা নোটারি পাবলিকের মাধ্যমে এফিডেভিট বলে আমার নাম "রহিমা বেগম" এর পরিবর্তে "রহিমা খাতুন" করা হইল। আমার পিতার নাম সংশোধন করা হইল। [126,899,222,989]
hadith-label: হাদিসের কথা [977,153,1035,165]
story-paragraph: হাজার মেট্রিকটন চাল, ১০ লাখ ৫০ হাজার মেট্রিকটন গম আমদানির অনুমতি দেয়া হয়েছে। চলতি অর্থবছরের জন্য সরকার ৯২টি বেসরকারি প্রতিষ্ঠানকে চাল ও গম আমদানির অনুমতি দিয়েছে। বৈশ্বিক খাদ্যনিরাপত্তা নিশ্চিত করতে এবং অভ্যন্তরীণ বাজারে চালের দাম স্থিতিশীল রাখার লক্ষ্যে এই সিদ্ধান্ত নেয়া হয়েছে। সরকারি সূত্রে জানা গেছে, আমদানি করা চালের ওপর শুল্ক ১৮০ শতাংশ থেকে কমিয়ে ১৫ শতাংশ নির্ধারণ করা হয়েছে। এতে বাজারে সরবরাহ বাড়বে এবং দাম কমবে বলে আশা করা হচ্ছে। বাংলাদেশ খাদ্য অধিদফতরের তথ্য অনুযায়ী, চলতি অর্থবছরে এ পর্যন্ত মোট আমদানির পরিমাণ লক্ষ্যমাত্রার ৬৫ শতাংশ পূরণ হয়েছে বলে জানা গেছে: 'The Government and Local Authority Lands and Buildings (Recovery of Possession) Ordinance, ১৯৭০', যেটি পরবর্তীতে সংশোধন করা হয় এবং জমি অধিগ্রহণ আইন, ২০১৭ এর অধীনে কার্যক্রম পরিচালিত হচ্ছে। ভূমি মন্ত্রণালয়ের একজন কর্মকর্তা জানান, সারা দেশে অবৈধ দখলদারদের উচ্ছেদে সমন্বিত অভিযান চালানো হবে। [337,285,420,719]
story-body-retirement [232,1192,326,1284]
qa-section-header: প্রশ্নোত্তর [711,252,1185,292]
headline-poor-farmer[interactable]: দরিদ্র প্রান্তে কৃষককে ২,৫০০ টাকার কৃষি [237,472,322,521]
story-body-religion-minister [430,1003,512,1302]
